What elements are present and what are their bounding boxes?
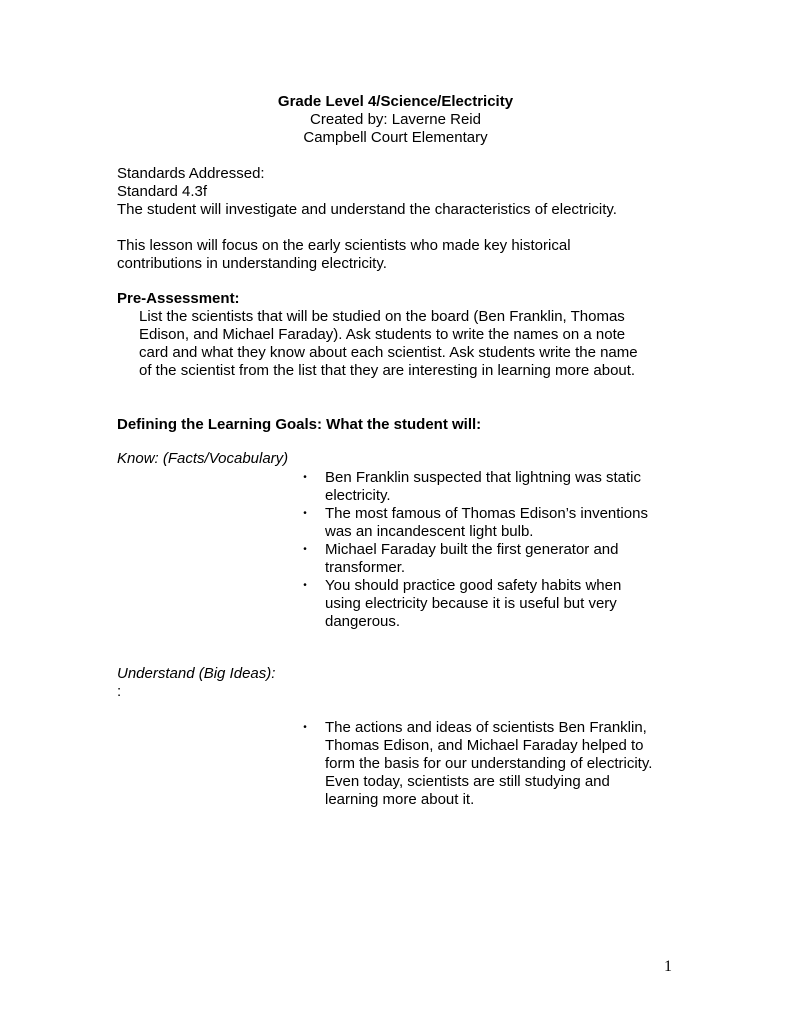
bullet-icon: •: [303, 544, 307, 555]
pre-assessment-line: Edison, and Michael Faraday). Ask students to write the names on a note: [139, 326, 626, 343]
list-item-line: You should practice good safety habits when: [325, 577, 622, 594]
list-item-line: Thomas Edison, and Michael Faraday helped to: [325, 737, 644, 754]
focus-line: This lesson will focus on the early scientists who made key historical: [117, 237, 571, 254]
pre-assessment-heading: Pre-Assessment:: [117, 290, 240, 307]
know-heading: Know: (Facts/Vocabulary): [117, 450, 289, 467]
pre-assessment-line: of the scientist from the list that they are interesting in learning more about.: [139, 362, 636, 379]
pre-assessment-line: List the scientists that will be studied on the board (Ben Franklin, Thomas: [139, 308, 625, 325]
understand-colon: :: [117, 683, 122, 700]
list-item-line: Michael Faraday built the first generator and: [325, 541, 619, 558]
bullet-icon: •: [303, 722, 307, 733]
list-item-line: transformer.: [325, 559, 406, 576]
list-item-line: Even today, scientists are still studying and: [325, 773, 610, 790]
author-line: Created by: Laverne Reid: [310, 111, 481, 128]
list-item-line: The actions and ideas of scientists Ben Franklin,: [325, 719, 647, 736]
list-item: [300, 469, 670, 505]
list-item: [300, 541, 670, 577]
document-title: Grade Level 4/Science/Electricity: [277, 93, 514, 110]
pre-assessment-line: card and what they know about each scientist. Ask students write the name: [139, 344, 638, 361]
know-list: [300, 469, 670, 631]
understand-heading: Understand (Big Ideas):: [117, 665, 276, 682]
list-item-line: learning more about it.: [325, 791, 475, 808]
standard-description: The student will investigate and understand the characteristics of electricity.: [117, 201, 617, 218]
standards-heading: Standards Addressed:: [117, 165, 265, 182]
list-item-line: The most famous of Thomas Edison’s inventions: [325, 505, 648, 522]
list-item-line: Ben Franklin suspected that lightning was static: [325, 469, 642, 486]
document-header: [0, 93, 791, 147]
list-item-line: dangerous.: [325, 613, 401, 630]
bullet-icon: •: [303, 508, 307, 519]
bullet-icon: •: [303, 472, 307, 483]
list-item: [300, 719, 670, 809]
pre-assessment-body: [139, 308, 679, 380]
page-number: 1: [664, 958, 672, 975]
list-item-line: using electricity because it is useful but very: [325, 595, 617, 612]
bullet-icon: •: [303, 580, 307, 591]
standard-code: Standard 4.3f: [117, 183, 208, 200]
school-line: Campbell Court Elementary: [303, 129, 488, 146]
focus-paragraph: [117, 237, 677, 273]
focus-line: contributions in understanding electricity.: [117, 255, 387, 272]
list-item-line: was an incandescent light bulb.: [325, 523, 534, 540]
standards-section: [117, 165, 677, 219]
list-item-line: electricity.: [325, 487, 391, 504]
list-item-line: form the basis for our understanding of electricity.: [325, 755, 653, 772]
learning-goals-heading: Defining the Learning Goals: What the student will:: [117, 416, 482, 433]
list-item: [300, 505, 670, 541]
understand-list: [300, 719, 670, 809]
list-item: [300, 577, 670, 631]
